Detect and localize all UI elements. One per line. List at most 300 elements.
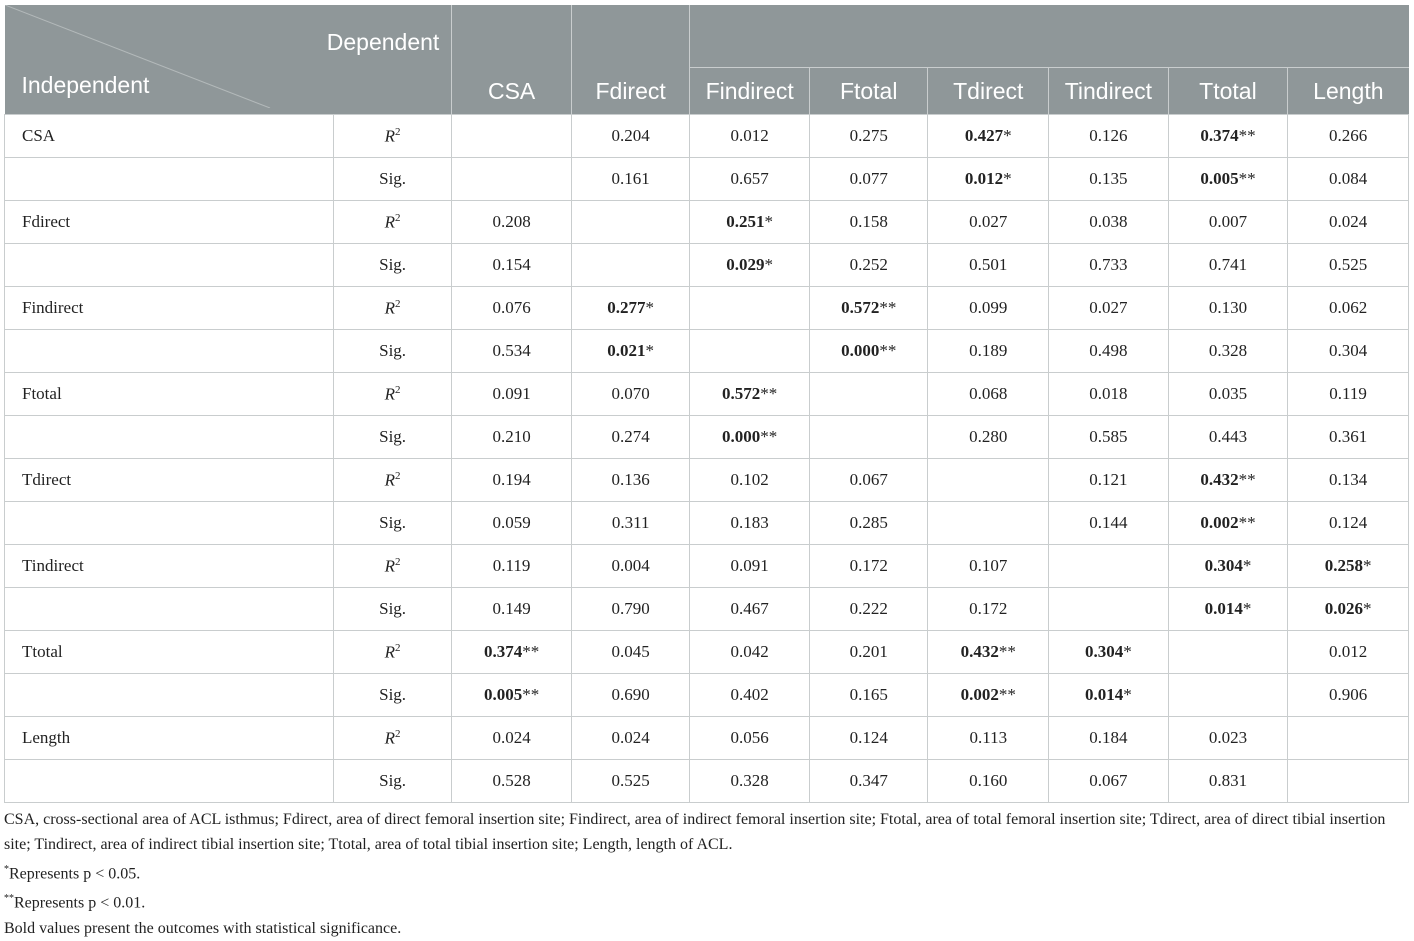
table-cell [1049, 244, 1169, 287]
cell-value: 0.076 [492, 298, 531, 317]
cell-value: 0.149 [492, 599, 531, 618]
cell-value: 0.402 [730, 685, 769, 704]
column-header-ftotal: Ftotal [809, 68, 928, 115]
cell-value: 0.525 [1328, 255, 1368, 274]
cell-value: 0.274 [611, 427, 650, 446]
footnote-bold-note: Bold values present the outcomes with statistical significance. [4, 919, 402, 937]
significance-mark: * [1362, 599, 1372, 618]
row-label-empty [5, 502, 334, 545]
table-cell [809, 158, 928, 201]
table-cell [1288, 373, 1409, 416]
cell-value: 0.657 [730, 169, 769, 188]
stat-label-r: R [384, 642, 396, 662]
stat-label-r: R [384, 298, 396, 318]
significance-mark: * [1123, 685, 1132, 704]
stat-label-r: R [384, 556, 396, 576]
table-cell [452, 158, 572, 201]
table-cell [1168, 631, 1288, 674]
table-cell [928, 115, 1049, 158]
table-cell [690, 330, 810, 373]
stat-label-sig: Sig. [333, 760, 452, 803]
table-cell [1288, 760, 1409, 803]
stat-label-r2 [333, 287, 452, 330]
table-cell [571, 416, 690, 459]
table-cell [1049, 287, 1169, 330]
cell-value: 0.026 [1324, 599, 1363, 618]
table-cell [1168, 416, 1288, 459]
cell-value: 0.000 [841, 341, 880, 360]
cell-value: 0.304 [1204, 556, 1243, 575]
cell-value: 0.014 [1204, 599, 1243, 618]
cell-value: 0.024 [492, 728, 531, 747]
table-cell [452, 502, 572, 545]
footnote-p05 [4, 857, 1408, 886]
table-cell [571, 760, 690, 803]
significance-mark: ** [879, 341, 897, 360]
cell-value: 0.018 [1089, 384, 1128, 403]
row-label-empty [5, 588, 334, 631]
cell-value: 0.210 [492, 427, 531, 446]
significance-mark: ** [1238, 513, 1256, 532]
cell-value: 0.275 [849, 126, 888, 145]
table-row-findirect-sig [5, 330, 1409, 373]
table-cell [1288, 416, 1409, 459]
table-row-ttotal-sig [5, 674, 1409, 717]
significance-mark: ** [522, 685, 540, 704]
stat-label-r2 [333, 115, 452, 158]
table-cell [571, 459, 690, 502]
table-cell [690, 545, 810, 588]
cell-value: 0.201 [849, 642, 888, 661]
cell-value: 0.035 [1208, 384, 1248, 403]
cell-value: 0.002 [960, 685, 999, 704]
table-cell [809, 545, 928, 588]
cell-value: 0.067 [849, 470, 888, 489]
table-cell [1288, 588, 1409, 631]
table-cell [690, 244, 810, 287]
row-label-tindirect: Tindirect [5, 545, 334, 588]
cell-value: 0.251 [726, 212, 765, 231]
cell-value: 0.831 [1208, 771, 1248, 790]
table-cell [1049, 201, 1169, 244]
table-cell [809, 201, 928, 244]
cell-value: 0.014 [1085, 685, 1124, 704]
table-row-csa-r2 [5, 115, 1409, 158]
cell-value: 0.027 [969, 212, 1008, 231]
table-cell [1168, 717, 1288, 760]
cell-value: 0.012 [964, 169, 1004, 188]
cell-value: 0.501 [969, 255, 1008, 274]
table-cell [928, 674, 1049, 717]
table-cell [809, 416, 928, 459]
cell-value: 0.498 [1089, 341, 1128, 360]
cell-value: 0.161 [611, 169, 650, 188]
table-cell [928, 244, 1049, 287]
stat-label-r2-sup: 2 [395, 297, 401, 310]
table-cell [452, 201, 572, 244]
cell-value: 0.023 [1208, 728, 1248, 747]
cell-value: 0.124 [1328, 513, 1368, 532]
cell-value: 0.525 [611, 771, 650, 790]
cell-value: 0.443 [1208, 427, 1248, 446]
stat-label-sig: Sig. [333, 158, 452, 201]
cell-value: 0.361 [1328, 427, 1368, 446]
cell-value: 0.160 [969, 771, 1008, 790]
stat-label-r2 [333, 201, 452, 244]
table-cell [571, 502, 690, 545]
table-cell [1168, 459, 1288, 502]
table-cell [1288, 201, 1409, 244]
row-label-empty [5, 158, 334, 201]
table-cell [809, 588, 928, 631]
cell-value: 0.328 [730, 771, 769, 790]
table-cell [452, 287, 572, 330]
table-cell [1168, 287, 1288, 330]
cell-value: 0.906 [1328, 685, 1368, 704]
table-cell [809, 244, 928, 287]
column-header-fdirect: Fdirect [571, 68, 690, 115]
table-cell [1168, 244, 1288, 287]
cell-value: 0.113 [969, 728, 1008, 747]
table-row-length-r2 [5, 717, 1409, 760]
footnote-abbreviations: CSA, cross-sectional area of ACL isthmus; Fdirect, area of direct femoral insertion site; Findirect, area of indirect femoral insertion site; Ftotal, area of total femoral insertion site; Tdirect, area of direct tibial insertion site; Tindirect, area of indirect tibial insertion site; Ttotal, area of total tibial insertion site; Length, length of ACL. [4, 811, 1386, 853]
row-label-empty [5, 244, 334, 287]
significance-mark: ** [998, 685, 1016, 704]
table-cell [1168, 115, 1288, 158]
table-cell [1288, 631, 1409, 674]
stat-label-r2 [333, 631, 452, 674]
cell-value: 0.070 [611, 384, 650, 403]
table-cell [809, 760, 928, 803]
table-cell [928, 631, 1049, 674]
stat-label-r: R [384, 384, 396, 404]
table-cell [571, 373, 690, 416]
stat-label-sig: Sig. [333, 674, 452, 717]
table-cell [571, 330, 690, 373]
stat-label-r: R [384, 728, 396, 748]
cell-value: 0.068 [969, 384, 1008, 403]
footnote-p05-mark: * [4, 864, 9, 875]
table-cell [690, 158, 810, 201]
significance-mark: * [764, 255, 774, 274]
cell-value: 0.000 [722, 427, 761, 446]
stat-label-r2-sup: 2 [395, 383, 401, 396]
cell-value: 0.165 [849, 685, 888, 704]
cell-value: 0.042 [730, 642, 769, 661]
table-row-ttotal-r2 [5, 631, 1409, 674]
cell-value: 0.277 [607, 298, 646, 317]
table-cell [1288, 158, 1409, 201]
table-cell [1049, 115, 1169, 158]
table-cell [690, 373, 810, 416]
table-cell [690, 674, 810, 717]
table-cell [809, 373, 928, 416]
table-cell [1049, 760, 1169, 803]
significance-mark: * [764, 212, 774, 231]
cell-value: 0.004 [611, 556, 650, 575]
cell-value: 0.528 [492, 771, 531, 790]
table-cell [928, 287, 1049, 330]
cell-value: 0.107 [969, 556, 1008, 575]
table-row-fdirect-r2 [5, 201, 1409, 244]
row-label-length: Length [5, 717, 334, 760]
cell-value: 0.158 [849, 212, 888, 231]
row-label-ftotal: Ftotal [5, 373, 334, 416]
table-cell [928, 760, 1049, 803]
table-cell [571, 244, 690, 287]
stat-label-r2-sup: 2 [395, 727, 401, 740]
cell-value: 0.432 [1200, 470, 1239, 489]
cell-value: 0.347 [849, 771, 888, 790]
table-cell [809, 631, 928, 674]
table-cell [571, 631, 690, 674]
stat-label-r: R [384, 212, 396, 232]
cell-value: 0.062 [1328, 298, 1368, 317]
cell-value: 0.029 [726, 255, 765, 274]
table-cell [1288, 545, 1409, 588]
table-cell [690, 287, 810, 330]
table-cell [1049, 545, 1169, 588]
stat-label-r2-sup: 2 [395, 555, 401, 568]
table-cell [690, 459, 810, 502]
cell-value: 0.172 [849, 556, 888, 575]
cell-value: 0.144 [1089, 513, 1128, 532]
stat-label-r: R [384, 470, 396, 490]
table-cell [452, 459, 572, 502]
table-cell [809, 674, 928, 717]
dependent-label: Dependent [326, 29, 440, 55]
cell-value: 0.099 [969, 298, 1008, 317]
cell-value: 0.572 [722, 384, 761, 403]
cell-value: 0.059 [492, 513, 531, 532]
table-cell [571, 717, 690, 760]
cell-value: 0.119 [492, 556, 531, 575]
cell-value: 0.102 [730, 470, 769, 489]
table-row-ftotal-sig [5, 416, 1409, 459]
cell-value: 0.572 [841, 298, 880, 317]
table-cell [1168, 158, 1288, 201]
table-cell [928, 545, 1049, 588]
cell-value: 0.027 [1089, 298, 1128, 317]
stat-label-r2 [333, 373, 452, 416]
table-cell [571, 674, 690, 717]
significance-mark: ** [1238, 169, 1256, 188]
table-cell [452, 115, 572, 158]
column-header-ttotal: Ttotal [1168, 68, 1288, 115]
cell-value: 0.311 [611, 513, 650, 532]
significance-mark: ** [1238, 126, 1256, 145]
table-cell [690, 201, 810, 244]
table-cell [1288, 330, 1409, 373]
table-cell [1288, 115, 1409, 158]
significance-mark: * [1362, 556, 1372, 575]
cell-value: 0.021 [607, 341, 646, 360]
column-header-csa: CSA [452, 68, 572, 115]
table-cell [452, 545, 572, 588]
table-row-tindirect-sig [5, 588, 1409, 631]
cell-value: 0.184 [1089, 728, 1128, 747]
cell-value: 0.427 [964, 126, 1004, 145]
table-cell [452, 717, 572, 760]
stat-label-r2-sup: 2 [395, 641, 401, 654]
table-cell [1049, 588, 1169, 631]
table-cell [690, 416, 810, 459]
cell-value: 0.258 [1324, 556, 1363, 575]
column-header-tindirect: Tindirect [1049, 68, 1169, 115]
table-cell [1168, 760, 1288, 803]
significance-mark: * [645, 298, 655, 317]
table-cell [452, 416, 572, 459]
table-cell [928, 201, 1049, 244]
cell-value: 0.135 [1089, 169, 1128, 188]
table-cell [1168, 588, 1288, 631]
cell-value: 0.266 [1328, 126, 1368, 145]
table-cell [452, 373, 572, 416]
significance-mark: * [1242, 599, 1252, 618]
stat-label-r2 [333, 717, 452, 760]
table-cell [690, 760, 810, 803]
cell-value: 0.077 [849, 169, 888, 188]
cell-value: 0.067 [1089, 771, 1128, 790]
table-cell [809, 287, 928, 330]
table-row-ftotal-r2 [5, 373, 1409, 416]
table-cell [928, 158, 1049, 201]
cell-value: 0.084 [1328, 169, 1368, 188]
table-row-fdirect-sig [5, 244, 1409, 287]
independent-label: Independent [21, 72, 150, 98]
row-label-findirect: Findirect [5, 287, 334, 330]
table-cell [1288, 459, 1409, 502]
cell-value: 0.056 [730, 728, 769, 747]
cell-value: 0.005 [483, 685, 523, 704]
column-header-length: Length [1288, 68, 1409, 115]
cell-value: 0.585 [1089, 427, 1128, 446]
significance-mark: ** [879, 298, 897, 317]
cell-value: 0.534 [492, 341, 531, 360]
table-row-findirect-r2 [5, 287, 1409, 330]
table-cell [452, 631, 572, 674]
table-cell [928, 588, 1049, 631]
table-cell [571, 287, 690, 330]
table-cell [928, 502, 1049, 545]
table-row-tdirect-sig [5, 502, 1409, 545]
significance-mark: * [1003, 169, 1012, 188]
cell-value: 0.012 [730, 126, 769, 145]
footnote-p01 [4, 886, 1408, 915]
table-cell [1168, 330, 1288, 373]
table-row-length-sig [5, 760, 1409, 803]
row-label-csa: CSA [5, 115, 334, 158]
table-cell [690, 717, 810, 760]
stat-label-r2-sup: 2 [395, 211, 401, 224]
cell-value: 0.091 [730, 556, 769, 575]
significance-mark: * [1242, 556, 1252, 575]
cell-value: 0.126 [1089, 126, 1128, 145]
cell-value: 0.012 [1328, 642, 1368, 661]
cell-value: 0.304 [1328, 341, 1368, 360]
table-cell [928, 330, 1049, 373]
table-row-tindirect-r2 [5, 545, 1409, 588]
table-cell [1168, 201, 1288, 244]
table-cell [1049, 502, 1169, 545]
stat-label-sig: Sig. [333, 244, 452, 287]
table-cell [928, 416, 1049, 459]
table-cell [809, 115, 928, 158]
row-label-empty [5, 330, 334, 373]
cell-value: 0.467 [730, 599, 769, 618]
table-cell [571, 158, 690, 201]
footnote-p01-text: Represents p < 0.01. [14, 894, 146, 912]
table-cell [1049, 674, 1169, 717]
cell-value: 0.119 [1329, 384, 1367, 403]
cell-value: 0.007 [1208, 212, 1248, 231]
stat-label-r2 [333, 459, 452, 502]
column-header-tdirect: Tdirect [928, 68, 1049, 115]
row-label-empty [5, 674, 334, 717]
table-header [5, 5, 1409, 115]
table-cell [690, 115, 810, 158]
stat-label-r2 [333, 545, 452, 588]
table-cell [452, 674, 572, 717]
table-cell [809, 459, 928, 502]
row-label-empty [5, 760, 334, 803]
cell-value: 0.045 [611, 642, 650, 661]
table-cell [1288, 244, 1409, 287]
table-cell [690, 502, 810, 545]
significance-mark: * [1123, 642, 1132, 661]
table-cell [690, 588, 810, 631]
cell-value: 0.189 [969, 341, 1008, 360]
table-cell [1049, 631, 1169, 674]
table-cell [1168, 373, 1288, 416]
stat-label-sig: Sig. [333, 588, 452, 631]
stat-label-r2-sup: 2 [395, 469, 401, 482]
cell-value: 0.432 [960, 642, 999, 661]
significance-mark: ** [1238, 470, 1256, 489]
cell-value: 0.285 [849, 513, 888, 532]
cell-value: 0.121 [1089, 470, 1128, 489]
table-cell [928, 373, 1049, 416]
table-cell [571, 588, 690, 631]
cell-value: 0.790 [611, 599, 650, 618]
cell-value: 0.005 [1200, 169, 1239, 188]
significance-mark: ** [760, 384, 778, 403]
cell-value: 0.124 [849, 728, 888, 747]
cell-value: 0.204 [611, 126, 650, 145]
cell-value: 0.252 [849, 255, 888, 274]
correlation-table-container [4, 5, 1409, 803]
cell-value: 0.374 [1200, 126, 1239, 145]
cell-value: 0.374 [483, 642, 523, 661]
table-cell [1049, 373, 1169, 416]
table-cell [571, 115, 690, 158]
table-cell [1288, 674, 1409, 717]
cell-value: 0.136 [611, 470, 650, 489]
cell-value: 0.038 [1089, 212, 1128, 231]
significance-mark: ** [522, 642, 540, 661]
row-label-ttotal: Ttotal [5, 631, 334, 674]
table-row-csa-sig [5, 158, 1409, 201]
cell-value: 0.002 [1200, 513, 1239, 532]
table-cell [809, 717, 928, 760]
table-cell [1288, 502, 1409, 545]
header-corner-cell [5, 5, 452, 115]
cell-value: 0.172 [969, 599, 1008, 618]
table-cell [1168, 545, 1288, 588]
table-cell [452, 760, 572, 803]
table-cell [690, 631, 810, 674]
table-cell [1288, 717, 1409, 760]
